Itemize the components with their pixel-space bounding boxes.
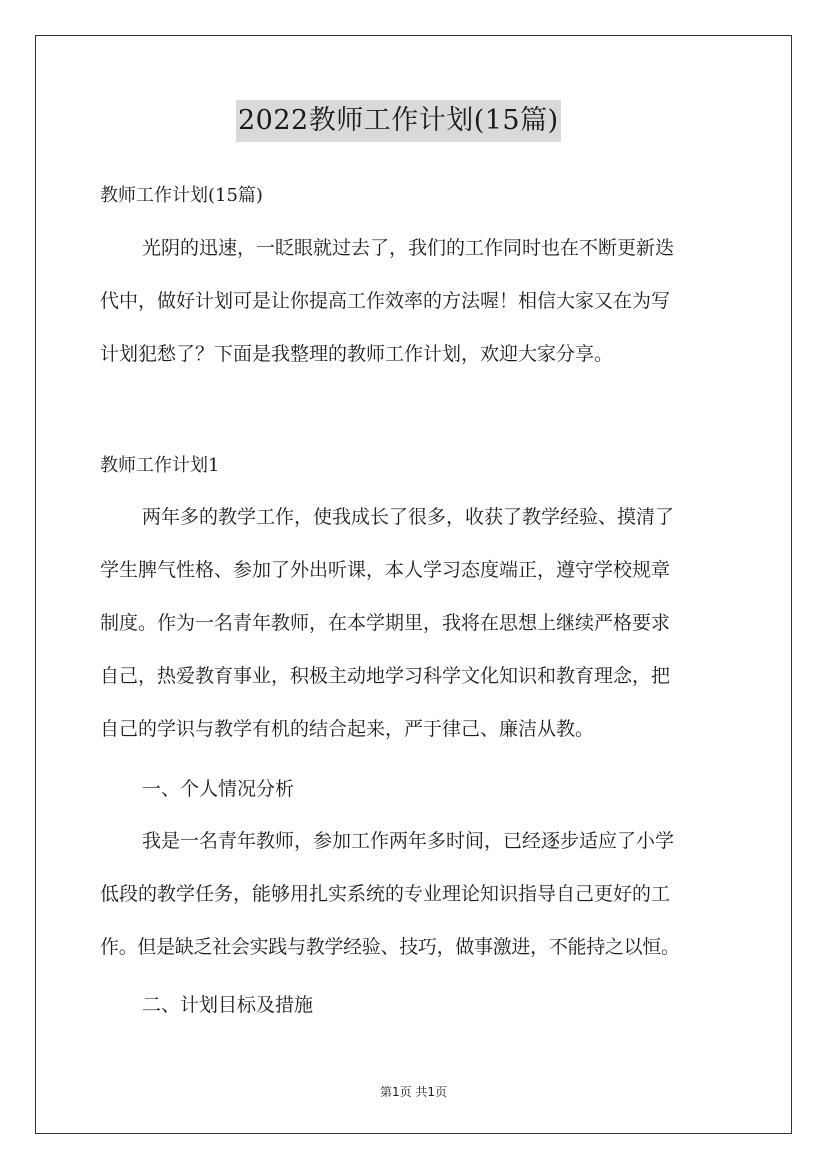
section-paragraph <box>100 491 730 756</box>
page-number-footer: 第1页 共1页 <box>379 1085 448 1099</box>
document-subtitle: 教师工作计划(15篇) <box>100 185 263 206</box>
section-heading: 教师工作计划1 <box>100 455 220 476</box>
section-line: 自己，热爱教育事业，积极主动地学习科学文化知识和教育理念，把 <box>100 665 671 687</box>
intro-line: 计划犯愁了？下面是我整理的教师工作计划，欢迎大家分享。 <box>100 343 614 365</box>
item-heading-personal-analysis: 一、个人情况分析 <box>142 778 295 800</box>
section-line: 两年多的教学工作，使我成长了很多，收获了教学经验、摸清了 <box>142 506 675 528</box>
item-heading-goals-measures: 二、计划目标及措施 <box>142 994 314 1016</box>
intro-line: 代中，做好计划可是让你提高工作效率的方法喔！相信大家又在为写 <box>100 290 671 312</box>
item-line: 作。但是缺乏社会实践与教学经验、技巧，做事激进，不能持之以恒。 <box>100 936 680 958</box>
intro-paragraph <box>100 222 730 381</box>
item-line: 我是一名青年教师，参加工作两年多时间，已经逐步适应了小学 <box>142 830 675 852</box>
section-line: 制度。作为一名青年教师，在本学期里，我将在思想上继续严格要求 <box>100 612 671 634</box>
document-title: 2022教师工作计划(15篇) <box>236 100 561 142</box>
item-line: 低段的教学任务，能够用扎实系统的专业理论知识指导自己更好的工 <box>100 883 671 905</box>
section-line: 自己的学识与教学有机的结合起来，严于律己、廉洁从教。 <box>100 718 595 740</box>
item-paragraph <box>100 815 730 974</box>
section-line: 学生脾气性格、参加了外出听课，本人学习态度端正，遵守学校规章 <box>100 559 671 581</box>
intro-line: 光阴的迅速，一眨眼就过去了，我们的工作同时也在不断更新迭 <box>142 237 675 259</box>
